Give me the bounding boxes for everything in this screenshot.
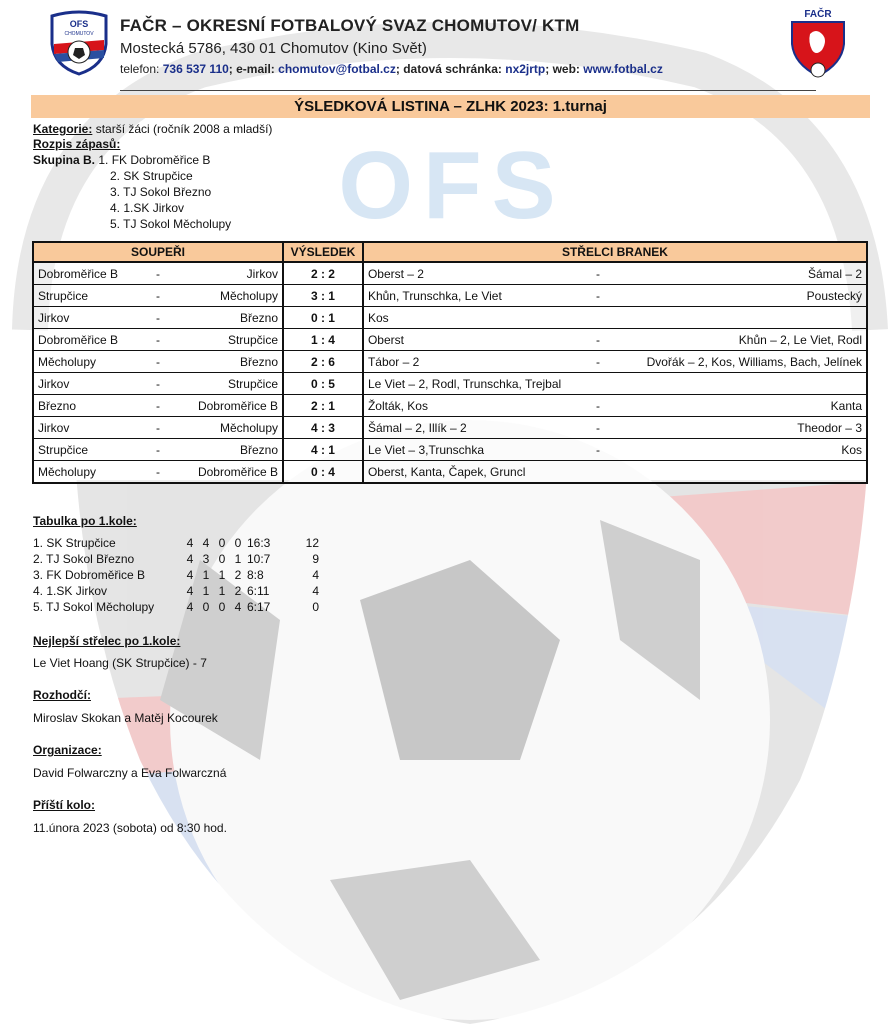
table-row xyxy=(33,395,867,417)
scorers-separator xyxy=(596,465,616,479)
standings-team: 1. SK Strupčice xyxy=(33,536,116,550)
standings-draws: 1 xyxy=(218,584,226,598)
away-team: Strupčice xyxy=(227,332,278,347)
standings-label xyxy=(33,514,137,528)
home-team: Jirkov xyxy=(38,420,70,435)
away-scorers xyxy=(616,377,862,391)
email-label: ; e-mail: xyxy=(228,62,275,76)
title-bar xyxy=(31,95,870,118)
header-result: VÝSLEDEK xyxy=(283,242,363,262)
header-divider xyxy=(120,90,816,91)
opponents-cell xyxy=(33,262,283,285)
home-scorers: Kos xyxy=(367,310,389,325)
referees-label-text: Rozhodčí: xyxy=(33,688,91,702)
scorers-cell xyxy=(363,307,867,329)
header-scorers: STŘELCI BRANEK xyxy=(363,242,867,262)
result-score: 4 : 1 xyxy=(283,439,363,461)
away-scorers: Šámal – 2 xyxy=(807,266,862,281)
away-team: Strupčice xyxy=(227,376,278,391)
standings-draws: 1 xyxy=(218,568,226,582)
standings-wins: 0 xyxy=(202,600,210,614)
standings-points: 4 xyxy=(312,584,319,598)
result-score: 0 : 1 xyxy=(283,307,363,329)
result-score: 0 : 5 xyxy=(283,373,363,395)
scorers-cell xyxy=(363,285,867,307)
versus-dash: - xyxy=(156,398,160,413)
scorers-cell xyxy=(363,329,867,351)
scorers-separator: - xyxy=(595,354,600,369)
standings-table xyxy=(33,535,319,615)
result-score: 3 : 1 xyxy=(283,285,363,307)
away-scorers: Kanta xyxy=(830,398,862,413)
standings-losses: 0 xyxy=(234,536,242,550)
home-team: Měcholupy xyxy=(38,354,97,369)
scorers-separator: - xyxy=(595,332,600,347)
contact-line xyxy=(120,62,663,76)
standings-team: 3. FK Dobroměřice B xyxy=(33,568,146,582)
next-round-value: 11.února 2023 (sobota) od 8:30 hod. xyxy=(33,821,227,835)
away-team: Měcholupy xyxy=(219,288,278,303)
result-score: 2 : 2 xyxy=(283,262,363,285)
standings-draws: 0 xyxy=(218,552,226,566)
home-scorers: Žolták, Kos xyxy=(367,398,428,413)
standings-wins: 3 xyxy=(202,552,210,566)
standings-points: 9 xyxy=(312,552,319,566)
scorers-cell xyxy=(363,373,867,395)
home-team: Strupčice xyxy=(38,442,89,457)
top-scorer-label xyxy=(33,634,180,648)
standings-row xyxy=(33,535,319,551)
scorers-cell xyxy=(363,395,867,417)
away-scorers: Kos xyxy=(841,442,862,457)
versus-dash: - xyxy=(156,266,160,281)
standings-played: 4 xyxy=(186,584,194,598)
top-scorer-label-text: Nejlepší střelec po 1.kole: xyxy=(33,634,181,648)
organization-label-text: Organizace: xyxy=(33,743,102,757)
scorers-separator: - xyxy=(595,398,600,413)
category-line xyxy=(33,122,272,136)
away-team: Dobroměřice B xyxy=(197,464,278,479)
standings-wins: 1 xyxy=(202,568,210,582)
facr-logo xyxy=(786,6,850,80)
group-label: Skupina B. xyxy=(33,153,96,167)
result-score: 2 : 1 xyxy=(283,395,363,417)
svg-text:FAČR: FAČR xyxy=(804,9,832,20)
versus-dash: - xyxy=(156,420,160,435)
result-score: 0 : 4 xyxy=(283,461,363,484)
standings-row xyxy=(33,567,319,583)
referees-label xyxy=(33,688,91,702)
home-team: Jirkov xyxy=(38,310,70,325)
group-team-4: 4. 1.SK Jirkov xyxy=(110,201,185,215)
scorers-separator: - xyxy=(595,288,600,303)
standings-row xyxy=(33,551,319,567)
group-team-5: 5. TJ Sokol Měcholupy xyxy=(110,217,232,231)
organization-value: David Folwarczny a Eva Folwarczná xyxy=(33,766,227,780)
versus-dash: - xyxy=(156,354,160,369)
next-round-label xyxy=(33,798,95,812)
opponents-cell xyxy=(33,461,283,484)
next-round-label-text: Příští kolo: xyxy=(33,798,96,812)
standings-points: 0 xyxy=(312,600,319,614)
home-scorers: Oberst, Kanta, Čapek, Gruncl xyxy=(367,464,526,479)
group-team-3: 3. TJ Sokol Březno xyxy=(110,185,212,199)
schedule-label-text: Rozpis zápasů: xyxy=(33,137,121,151)
top-scorer-value: Le Viet Hoang (SK Strupčice) - 7 xyxy=(33,656,207,670)
away-team: Březno xyxy=(239,354,278,369)
opponents-cell xyxy=(33,307,283,329)
category-label: Kategorie: xyxy=(33,122,93,136)
standings-wins: 1 xyxy=(202,584,210,598)
table-row xyxy=(33,439,867,461)
home-scorers: Khůn, Trunschka, Le Viet xyxy=(367,288,502,303)
opponents-cell xyxy=(33,395,283,417)
scorers-separator: - xyxy=(595,266,600,281)
standings-draws: 0 xyxy=(218,600,226,614)
opponents-cell xyxy=(33,351,283,373)
versus-dash: - xyxy=(156,464,160,479)
scorers-cell xyxy=(363,439,867,461)
standings-draws: 0 xyxy=(218,536,226,550)
result-score: 1 : 4 xyxy=(283,329,363,351)
opponents-cell xyxy=(33,373,283,395)
category-value: starší žáci (ročník 2008 a mladší) xyxy=(95,122,273,136)
away-scorers: Poustecký xyxy=(806,288,862,303)
scorers-separator: - xyxy=(595,420,600,435)
opponents-cell xyxy=(33,439,283,461)
svg-text:CHOMUTOV: CHOMUTOV xyxy=(64,31,94,37)
table-row xyxy=(33,351,867,373)
away-scorers: Theodor – 3 xyxy=(797,420,862,435)
email-link[interactable]: chomutov@fotbal.cz xyxy=(278,62,396,76)
table-row xyxy=(33,461,867,484)
group-team-1: 1. FK Dobroměřice B xyxy=(98,153,211,167)
scorers-cell xyxy=(363,262,867,285)
web-link[interactable]: www.fotbal.cz xyxy=(583,62,663,76)
standings-played: 4 xyxy=(186,536,194,550)
web-label: ; web: xyxy=(545,62,580,76)
opponents-cell xyxy=(33,417,283,439)
result-score: 4 : 3 xyxy=(283,417,363,439)
away-scorers xyxy=(616,465,862,479)
standings-team: 5. TJ Sokol Měcholupy xyxy=(33,600,155,614)
away-team: Dobroměřice B xyxy=(197,398,278,413)
scorers-cell xyxy=(363,461,867,484)
results-table xyxy=(32,241,868,484)
away-team: Březno xyxy=(239,442,278,457)
scorers-separator xyxy=(596,311,616,325)
home-team: Měcholupy xyxy=(38,464,97,479)
referees-value: Miroslav Skokan a Matěj Kocourek xyxy=(33,711,218,725)
away-team: Březno xyxy=(239,310,278,325)
standings-label-text: Tabulka po 1.kole: xyxy=(33,514,137,528)
home-team: Dobroměřice B xyxy=(38,266,119,281)
away-scorers: Dvořák – 2, Kos, Williams, Bach, Jelínek xyxy=(646,354,862,369)
standings-wins: 4 xyxy=(202,536,210,550)
standings-losses: 1 xyxy=(234,552,242,566)
standings-team: 4. 1.SK Jirkov xyxy=(33,584,108,598)
versus-dash: - xyxy=(156,332,160,347)
result-score: 2 : 6 xyxy=(283,351,363,373)
standings-goals: 16:3 xyxy=(247,536,271,550)
phone-label: telefon: xyxy=(120,62,160,76)
away-scorers: Khůn – 2, Le Viet, Rodl xyxy=(738,332,862,347)
standings-played: 4 xyxy=(186,600,194,614)
home-scorers: Oberst – 2 xyxy=(367,266,424,281)
scorers-cell xyxy=(363,351,867,373)
standings-played: 4 xyxy=(186,552,194,566)
opponents-cell xyxy=(33,329,283,351)
table-row xyxy=(33,329,867,351)
standings-team: 2. TJ Sokol Březno xyxy=(33,552,135,566)
standings-played: 4 xyxy=(186,568,194,582)
phone-number: 736 537 110 xyxy=(162,62,229,76)
svg-text:OFS: OFS xyxy=(69,19,89,29)
standings-losses: 4 xyxy=(234,600,242,614)
away-team: Jirkov xyxy=(246,266,278,281)
scorers-cell xyxy=(363,417,867,439)
opponents-cell xyxy=(33,285,283,307)
home-team: Březno xyxy=(38,398,77,413)
standings-goals: 6:17 xyxy=(247,600,271,614)
table-row xyxy=(33,417,867,439)
databox-id: nx2jrtp xyxy=(505,62,546,76)
organization-address: Mostecká 5786, 430 01 Chomutov (Kino Svět) xyxy=(120,40,427,57)
group-team-2: 2. SK Strupčice xyxy=(110,169,193,183)
header-opponents: SOUPEŘI xyxy=(33,242,283,262)
standings-losses: 2 xyxy=(234,568,242,582)
standings-losses: 2 xyxy=(234,584,242,598)
table-row xyxy=(33,307,867,329)
home-scorers: Tábor – 2 xyxy=(367,354,420,369)
svg-text:OFS: OFS xyxy=(338,132,566,239)
standings-points: 12 xyxy=(305,536,319,550)
ofs-chomutov-logo xyxy=(48,10,110,76)
home-team: Strupčice xyxy=(38,288,89,303)
home-team: Jirkov xyxy=(38,376,70,391)
results-header-row xyxy=(33,242,867,262)
versus-dash: - xyxy=(156,442,160,457)
group-line xyxy=(33,153,210,167)
versus-dash: - xyxy=(156,310,160,325)
databox-label: ; datová schránka: xyxy=(395,62,502,76)
home-team: Dobroměřice B xyxy=(38,332,119,347)
standings-row xyxy=(33,583,319,599)
table-row xyxy=(33,373,867,395)
scorers-separator xyxy=(596,377,616,391)
away-scorers xyxy=(616,311,862,325)
page-title: ÝSLEDKOVÁ LISTINA – ZLHK 2023: 1.turnaj xyxy=(294,98,607,115)
home-scorers: Oberst xyxy=(367,332,404,347)
schedule-label xyxy=(33,137,120,151)
home-scorers: Le Viet – 3,Trunschka xyxy=(367,442,485,457)
scorers-separator: - xyxy=(595,442,600,457)
versus-dash: - xyxy=(156,288,160,303)
standings-goals: 8:8 xyxy=(247,568,264,582)
standings-points: 4 xyxy=(312,568,319,582)
standings-goals: 10:7 xyxy=(247,552,271,566)
organization-label xyxy=(33,743,102,757)
standings-row xyxy=(33,599,319,615)
table-row xyxy=(33,285,867,307)
organization-name: FAČR – OKRESNÍ FOTBALOVÝ SVAZ CHOMUTOV/ KTM xyxy=(120,16,580,35)
away-team: Měcholupy xyxy=(219,420,278,435)
table-row xyxy=(33,262,867,285)
home-scorers: Šámal – 2, Illík – 2 xyxy=(367,420,467,435)
standings-goals: 6:11 xyxy=(247,584,270,598)
home-scorers: Le Viet – 2, Rodl, Trunschka, Trejbal xyxy=(367,376,562,391)
versus-dash: - xyxy=(156,376,160,391)
